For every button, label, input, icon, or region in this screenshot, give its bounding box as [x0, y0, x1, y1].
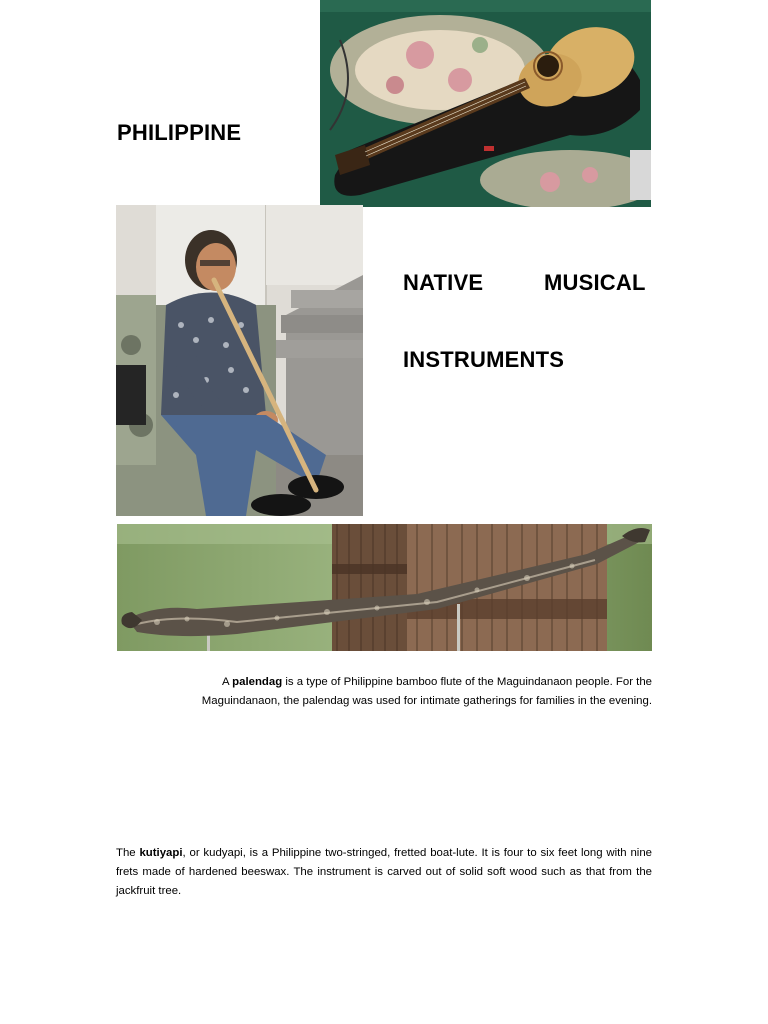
palendag-description: is a type of Philippine bamboo flute of the Maguindanaon people. For the Maguindanaon, the palendag was used for intimate gatherings for families in the evening.	[201, 676, 652, 707]
palendag-caption	[150, 673, 652, 711]
kutiyapi-photo	[117, 524, 652, 651]
heading-native: NATIVE	[403, 270, 484, 295]
flute-player-photo	[116, 205, 363, 516]
palendag-term: palendag	[232, 676, 283, 688]
heading-musical: MUSICAL	[544, 270, 646, 295]
kutiyapi-lead: The	[116, 847, 140, 859]
guitar-photo	[320, 0, 651, 207]
palendag-lead: A	[222, 676, 233, 688]
kutiyapi-paragraph	[116, 844, 652, 901]
kutiyapi-description: , or kudyapi, is a Philippine two-stringed, fretted boat-lute. It is four to six feet long with nine frets made of hardened beeswax. The instrument is carved out of solid soft wood such as that from the jackfruit tree.	[116, 847, 652, 897]
heading-instruments: INSTRUMENTS	[403, 347, 565, 372]
kutiyapi-term: kutiyapi	[139, 847, 183, 859]
heading-philippine: PHILIPPINE	[117, 120, 242, 145]
